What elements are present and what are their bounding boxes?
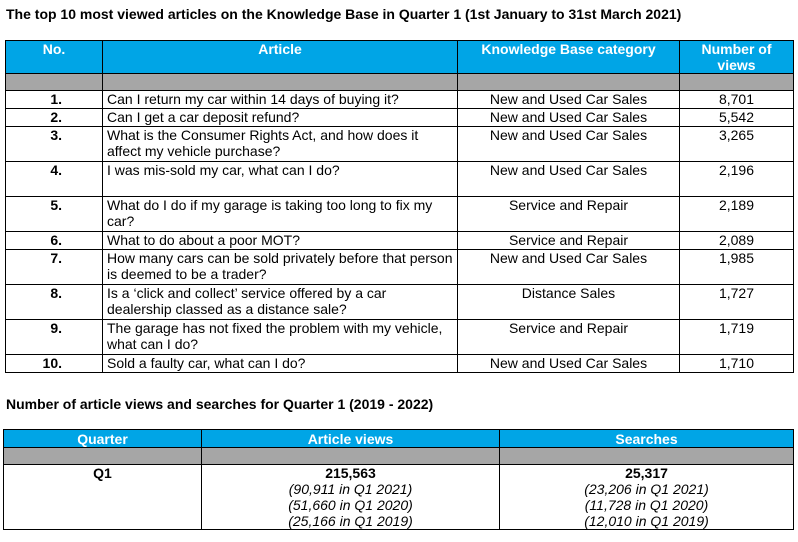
header-searches: Searches: [500, 430, 794, 448]
row-number: 6.: [6, 232, 103, 250]
views-searches-table: [3, 429, 794, 530]
article-title: Can I get a car deposit refund?: [103, 109, 458, 127]
table-row: [6, 232, 794, 250]
article-category: Distance Sales: [458, 285, 680, 320]
table-row: [6, 285, 794, 320]
article-views: 8,701: [680, 91, 794, 109]
article-category: New and Used Car Sales: [458, 109, 680, 127]
header-views: Number of views: [680, 41, 794, 74]
article-title: The garage has not fixed the problem with my vehicle, what can I do?: [103, 320, 458, 355]
header-category: Knowledge Base category: [458, 41, 680, 74]
article-title: What to do about a poor MOT?: [103, 232, 458, 250]
article-category: Service and Repair: [458, 197, 680, 232]
top-articles-table: [5, 40, 794, 373]
row-number: 10.: [6, 355, 103, 373]
header-article: Article: [103, 41, 458, 74]
table1-header-row: [6, 41, 794, 74]
table-row: [6, 127, 794, 162]
table2-header-row: [4, 430, 794, 448]
header-quarter: Quarter: [4, 430, 202, 448]
article-views: 1,710: [680, 355, 794, 373]
article-views: 5,542: [680, 109, 794, 127]
article-title: Can I return my car within 14 days of buying it?: [103, 91, 458, 109]
header-article-views: Article views: [202, 430, 500, 448]
table-row: [4, 465, 794, 530]
searches-history: (12,010 in Q1 2019): [584, 513, 709, 529]
table1-heading: The top 10 most viewed articles on the Knowledge Base in Quarter 1 (1st January to 31st March 2021): [6, 6, 682, 22]
article-category: New and Used Car Sales: [458, 162, 680, 197]
table-row: [6, 250, 794, 285]
article-title: Is a ‘click and collect’ service offered by a car dealership classed as a distance sale?: [103, 285, 458, 320]
article-views-history: (25,166 in Q1 2019): [288, 513, 413, 529]
table-row: [6, 355, 794, 373]
article-views: 3,265: [680, 127, 794, 162]
row-number: 8.: [6, 285, 103, 320]
article-title: What do I do if my garage is taking too long to fix my car?: [103, 197, 458, 232]
searches-total: 25,317: [625, 465, 668, 481]
header-no: No.: [6, 41, 103, 74]
row-number: 2.: [6, 109, 103, 127]
article-title: Sold a faulty car, what can I do?: [103, 355, 458, 373]
article-title: How many cars can be sold privately before that person is deemed to be a trader?: [103, 250, 458, 285]
article-views-history: (51,660 in Q1 2020): [288, 497, 413, 513]
table-row: [6, 320, 794, 355]
article-views: 1,985: [680, 250, 794, 285]
article-views: 1,727: [680, 285, 794, 320]
table-row: [6, 197, 794, 232]
article-title: I was mis-sold my car, what can I do?: [103, 162, 458, 197]
article-title: What is the Consumer Rights Act, and how does it affect my vehicle purchase?: [103, 127, 458, 162]
row-number: 4.: [6, 162, 103, 197]
article-category: Service and Repair: [458, 232, 680, 250]
article-category: New and Used Car Sales: [458, 91, 680, 109]
searches-history: (11,728 in Q1 2020): [584, 497, 709, 513]
row-number: 7.: [6, 250, 103, 285]
quarter-value: Q1: [4, 465, 202, 530]
table1-spacer-row: [6, 74, 794, 91]
row-number: 5.: [6, 197, 103, 232]
article-views: 2,189: [680, 197, 794, 232]
article-category: New and Used Car Sales: [458, 127, 680, 162]
searches-cell: [500, 465, 794, 530]
table-row: [6, 162, 794, 197]
row-number: 3.: [6, 127, 103, 162]
article-views-history: (90,911 in Q1 2021): [288, 481, 413, 497]
row-number: 9.: [6, 320, 103, 355]
article-views: 1,719: [680, 320, 794, 355]
article-views: 2,089: [680, 232, 794, 250]
article-category: Service and Repair: [458, 320, 680, 355]
article-views: 2,196: [680, 162, 794, 197]
article-category: New and Used Car Sales: [458, 355, 680, 373]
article-views-cell: [202, 465, 500, 530]
article-views-total: 215,563: [325, 465, 376, 481]
table-row: [6, 109, 794, 127]
searches-history: (23,206 in Q1 2021): [584, 481, 709, 497]
table2-heading: Number of article views and searches for Quarter 1 (2019 - 2022): [6, 396, 434, 412]
table-row: [6, 91, 794, 109]
table2-spacer-row: [4, 448, 794, 465]
row-number: 1.: [6, 91, 103, 109]
article-category: New and Used Car Sales: [458, 250, 680, 285]
